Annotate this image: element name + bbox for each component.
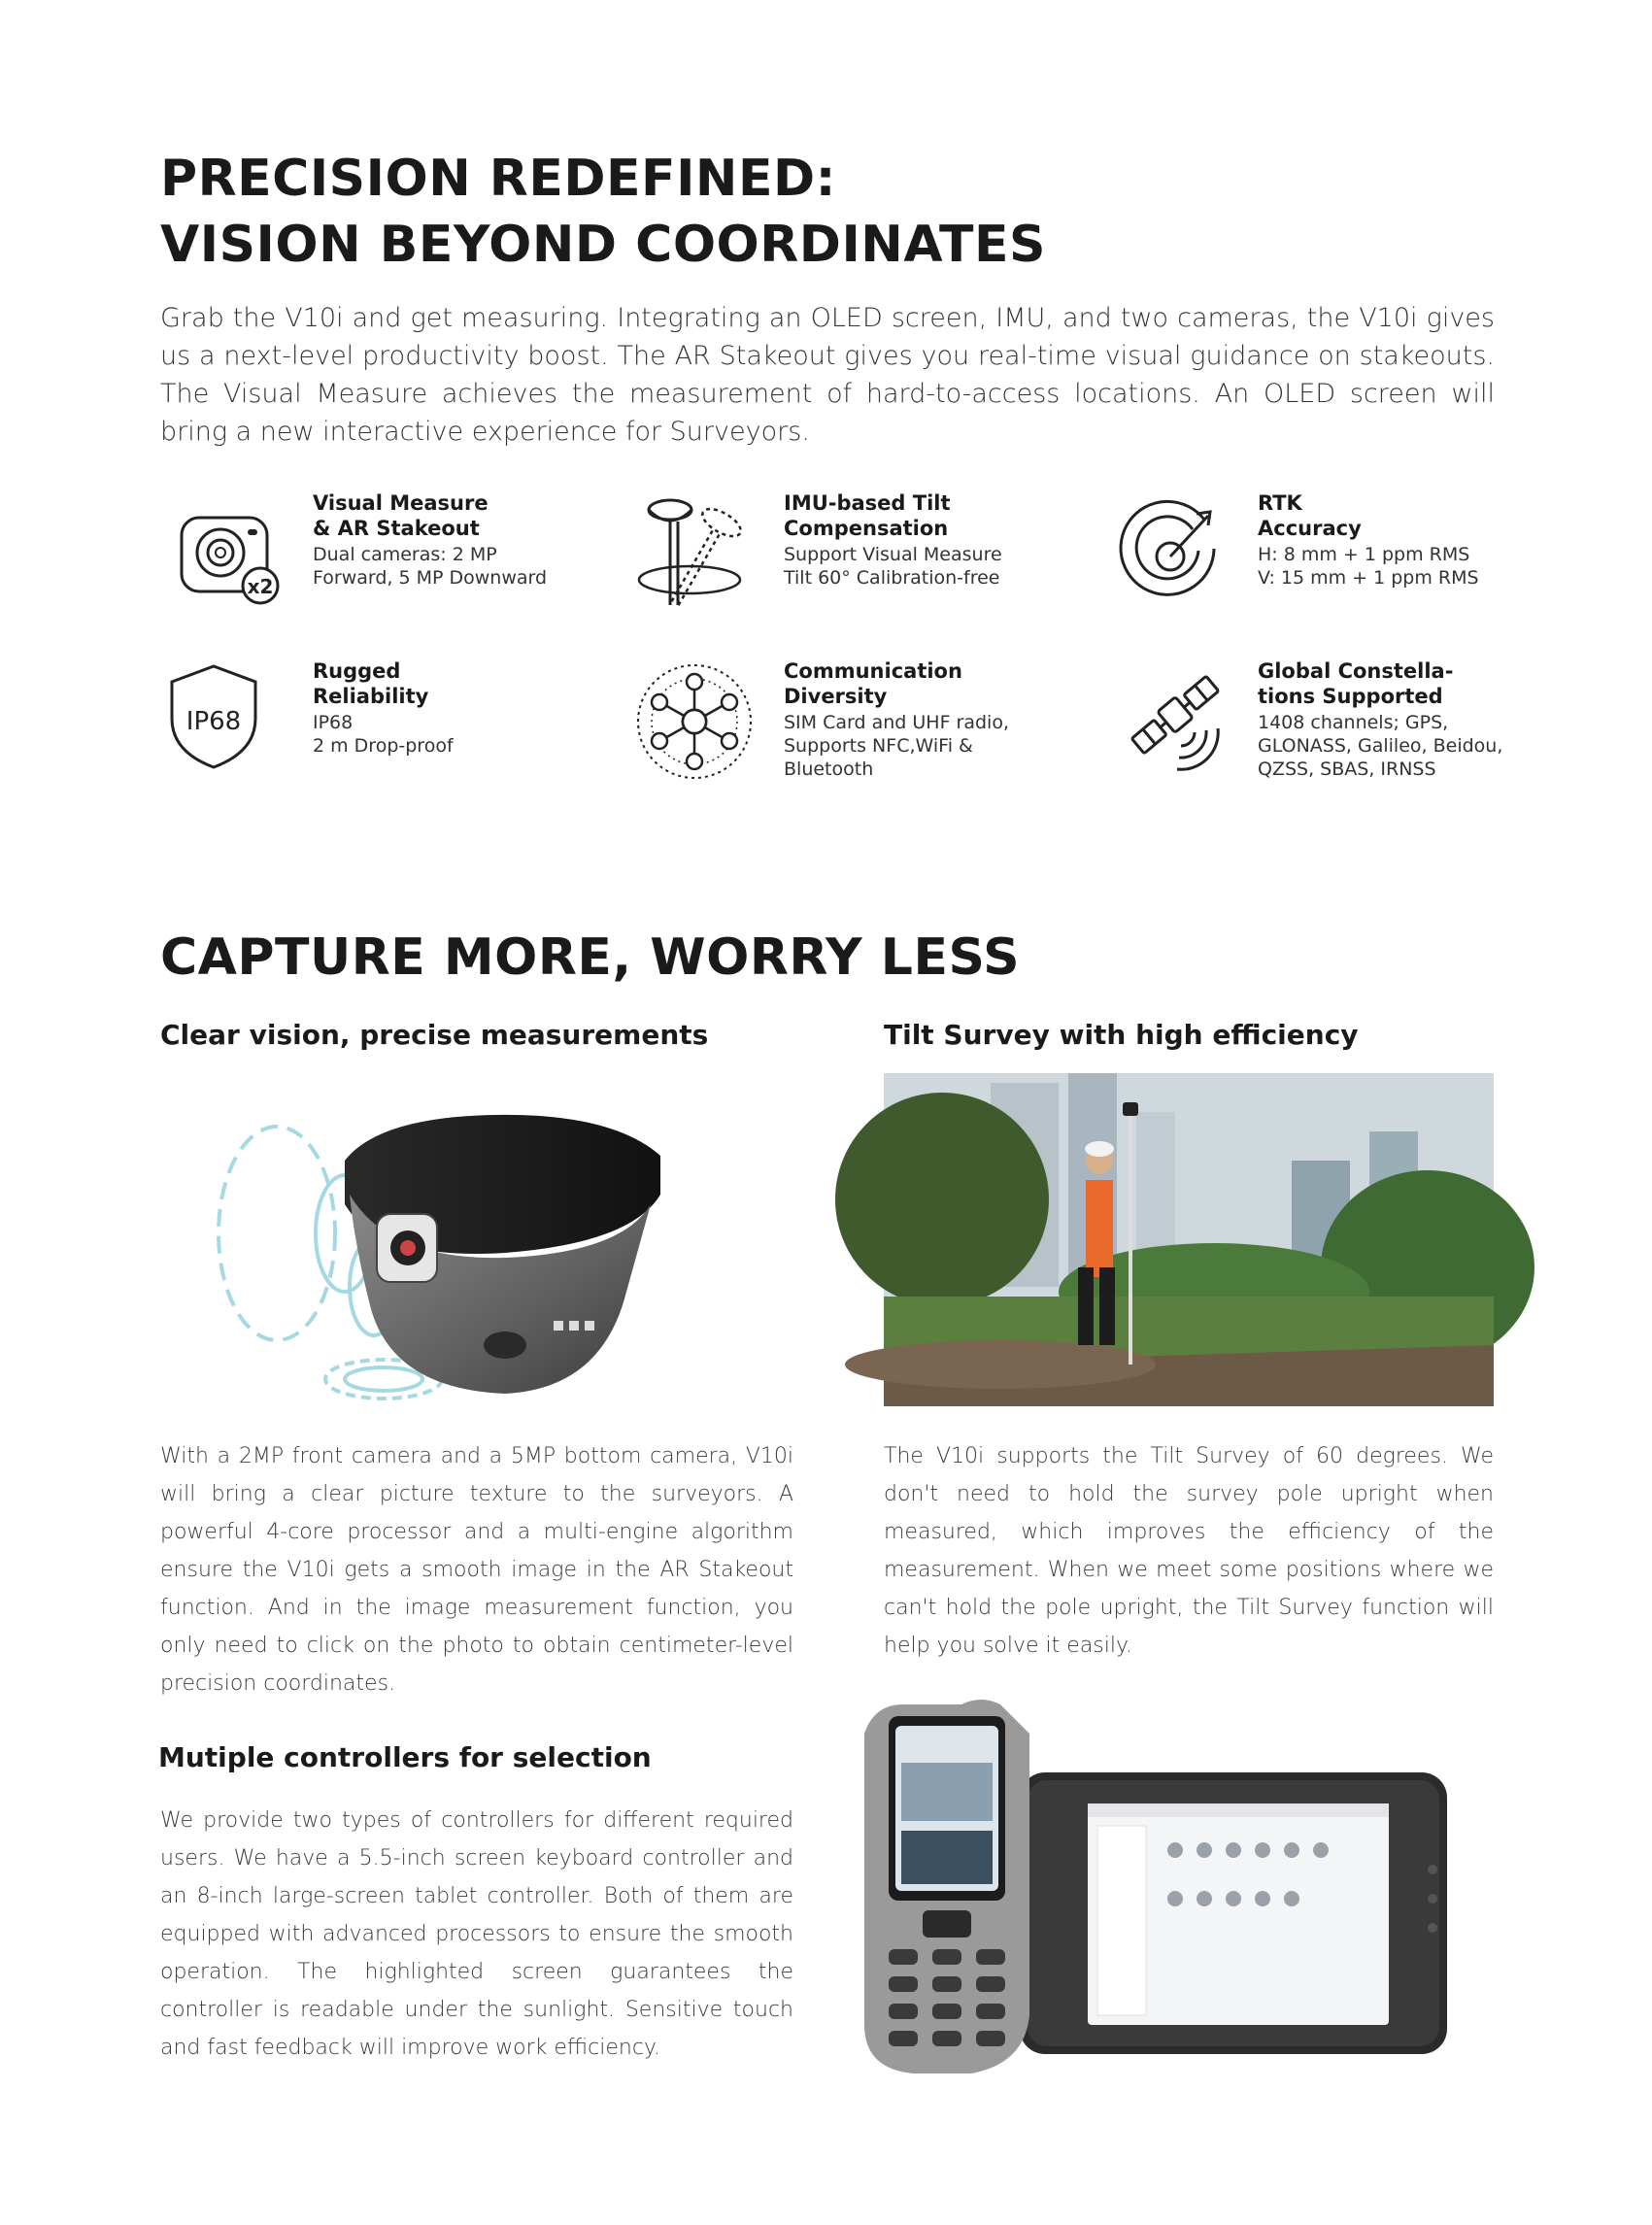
feature-desc: Dual cameras: 2 MP bbox=[313, 544, 497, 565]
feature-desc: 2 m Drop-proof bbox=[313, 735, 454, 757]
feature-title: Accuracy bbox=[1258, 517, 1362, 540]
feature-title: Compensation bbox=[784, 517, 949, 540]
feature-desc: H: 8 mm + 1 ppm RMS bbox=[1258, 544, 1470, 565]
feature-desc: SIM Card and UHF radio, bbox=[784, 712, 1009, 733]
feature-desc: IP68 bbox=[313, 712, 354, 733]
feature-title: Global Constella- bbox=[1258, 659, 1454, 683]
feature-title: tions Supported bbox=[1258, 685, 1443, 708]
feature-desc: V: 15 mm + 1 ppm RMS bbox=[1258, 567, 1479, 589]
target-accuracy-icon bbox=[1117, 490, 1224, 597]
left-paragraph: With a 2MP front camera and a 5MP bottom camera, V10i will bring a clear picture texture to the surveyors. A powerful 4-core processor and a multi-engine algorithm ensure the V10i gets a smooth image in the AR Stakeout function. And in the image measurement function, you only need to click on the photo to obtain centimeter-level precision coordinates. bbox=[160, 1444, 793, 1696]
feature-desc: QZSS, SBAS, IRNSS bbox=[1258, 759, 1436, 780]
feature-title: Communication bbox=[784, 659, 962, 683]
feature-title: Rugged bbox=[313, 659, 401, 683]
tilt-survey-photo bbox=[884, 1073, 1494, 1406]
section-title: CAPTURE MORE, WORRY LESS bbox=[160, 928, 1021, 987]
tilt-pole-icon bbox=[631, 490, 738, 597]
controllers-heading: Mutiple controllers for selection bbox=[158, 1741, 652, 1773]
feature-visual-measure bbox=[160, 490, 588, 636]
right-heading: Tilt Survey with high efficiency bbox=[884, 1019, 1359, 1051]
feature-title: Visual Measure bbox=[313, 491, 489, 515]
feature-constellations bbox=[1117, 658, 1544, 804]
controllers-paragraph: We provide two types of controllers for different required users. We have a 5.5-inch screen keyboard controller and an 8-inch large-screen tablet controller. Both of them are equipped with advanced processors to ensure the smooth operation. The highlighted screen guarantees the controller is readable under the sunlight. Sensitive touch and fast feedback will improve work efficiency. bbox=[160, 1808, 793, 2060]
feature-title: & AR Stakeout bbox=[313, 517, 480, 540]
controllers-image bbox=[855, 1695, 1457, 2083]
feature-desc: GLONASS, Galileo, Beidou, bbox=[1258, 735, 1503, 757]
ip68-badge: IP68 bbox=[185, 707, 242, 736]
page-title bbox=[160, 146, 1326, 278]
feature-rtk-accuracy bbox=[1117, 490, 1544, 636]
right-paragraph: The V10i supports the Tilt Survey of 60 degrees. We don't need to hold the survey pole upright when measured, which improves the efficiency of the measurement. When we meet some positions where we can't hold the pole upright, the Tilt Survey function will help you solve it easily. bbox=[884, 1444, 1494, 1658]
feature-desc: Supports NFC,WiFi & bbox=[784, 735, 973, 757]
gnss-receiver-image bbox=[185, 1097, 709, 1418]
feature-desc: Forward, 5 MP Downward bbox=[313, 567, 548, 589]
camera-x2-icon bbox=[160, 490, 274, 598]
page-title-line2: VISION BEYOND COORDINATES bbox=[160, 216, 1046, 274]
network-hub-icon bbox=[631, 658, 738, 765]
feature-title: Reliability bbox=[313, 685, 429, 708]
feature-title: IMU-based Tilt bbox=[784, 491, 951, 515]
feature-imu-tilt bbox=[631, 490, 1059, 636]
satellite-icon bbox=[1117, 658, 1224, 765]
feature-desc: Bluetooth bbox=[784, 759, 874, 780]
page-title-line1: PRECISION REDEFINED: bbox=[160, 150, 836, 208]
feature-title: RTK bbox=[1258, 491, 1302, 515]
ip68-shield-icon bbox=[160, 658, 267, 765]
feature-communication bbox=[631, 658, 1059, 804]
feature-rugged bbox=[160, 658, 588, 804]
feature-desc: Support Visual Measure bbox=[784, 544, 1002, 565]
x2-badge: x2 bbox=[247, 575, 274, 598]
feature-title: Diversity bbox=[784, 685, 888, 708]
intro-paragraph: Grab the V10i and get measuring. Integrating an OLED screen, IMU, and two cameras, the V10i gives us a next-level productivity boost. The AR Stakeout gives you real-time visual guidance on stakeouts. The Visual Measure achieves the measurement of hard-to-access locations. An OLED screen will bring a new interactive experience for Surveyors. bbox=[160, 303, 1495, 447]
feature-desc: Tilt 60° Calibration-free bbox=[784, 567, 1000, 589]
feature-desc: 1408 channels; GPS, bbox=[1258, 712, 1449, 733]
left-heading: Clear vision, precise measurements bbox=[160, 1019, 709, 1051]
